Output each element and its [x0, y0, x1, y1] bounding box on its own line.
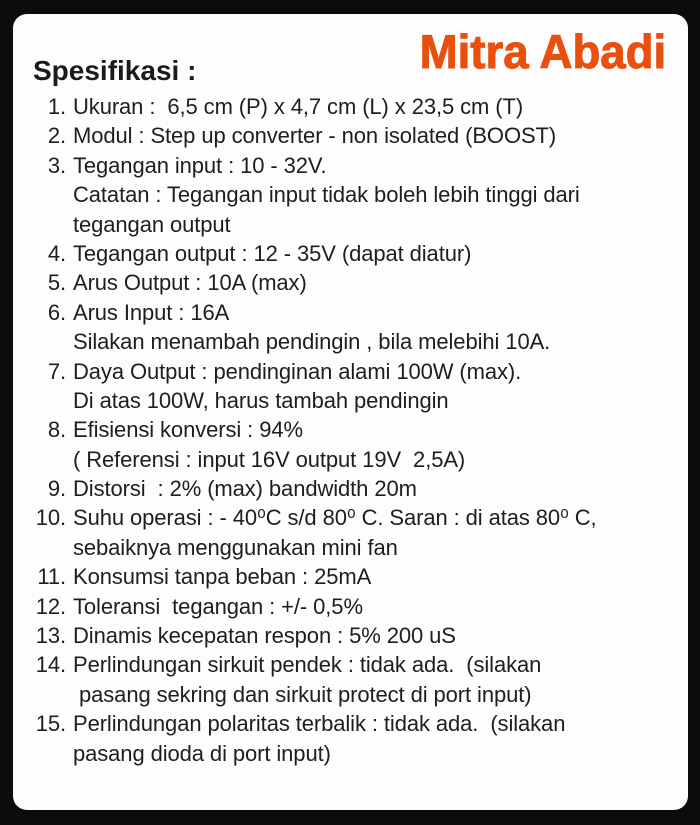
spec-line-text: ( Referensi : input 16V output 19V 2,5A) [73, 446, 466, 472]
spec-line-number: 9. [47, 476, 66, 502]
spec-line-text: Efisiensi konversi : 94% [73, 417, 303, 443]
spec-line-number: 12. [35, 593, 66, 619]
spec-line-number [13, 680, 66, 709]
spec-line [13, 327, 688, 356]
spec-line-text: Arus Input : 16A [73, 299, 230, 325]
spec-line-text: Perlindungan sirkuit pendek : tidak ada. (silakan [73, 652, 542, 678]
spec-line-number: 14. [35, 652, 66, 678]
spec-line-text: Catatan : Tegangan input tidak boleh lebih tinggi dari [73, 182, 580, 208]
spec-line [13, 151, 688, 180]
spec-line [13, 92, 688, 121]
spec-line [13, 357, 688, 386]
spec-line-text: Tegangan input : 10 - 32V. [73, 152, 327, 178]
spec-line-number [13, 327, 66, 356]
spec-line [13, 121, 688, 150]
spec-line-text: Tegangan output : 12 - 35V (dapat diatur) [73, 240, 472, 266]
spec-card [13, 14, 688, 810]
spec-line-text: Modul : Step up converter - non isolated (BOOST) [73, 123, 557, 149]
spec-line-text: sebaiknya menggunakan mini fan [73, 534, 398, 560]
spec-line-number: 3. [47, 152, 66, 178]
spec-line [13, 474, 688, 503]
spec-line-text: Arus Output : 10A (max) [73, 270, 307, 296]
spec-line [13, 268, 688, 297]
spec-line-number: 13. [35, 623, 66, 649]
spec-line [13, 386, 688, 415]
spec-line [13, 210, 688, 239]
spec-line-text: Di atas 100W, harus tambah pendingin [73, 387, 449, 413]
spec-line-number [13, 210, 66, 239]
spec-line-text: tegangan output [73, 211, 231, 237]
spec-line [13, 650, 688, 679]
spec-line-text: Distorsi : 2% (max) bandwidth 20m [73, 476, 417, 502]
spec-line [13, 739, 688, 768]
spec-line [13, 621, 688, 650]
spec-line-number: 2. [47, 123, 66, 149]
spec-line [13, 239, 688, 268]
spec-line-number: 11. [37, 564, 66, 590]
spec-line-number: 6. [47, 299, 66, 325]
spec-line-number: 10. [35, 505, 66, 531]
spec-line-number: 1. [47, 94, 66, 119]
spec-line [13, 298, 688, 327]
spec-line [13, 415, 688, 444]
spec-line [13, 592, 688, 621]
spec-line [13, 445, 688, 474]
page-title: Spesifikasi : [33, 55, 197, 86]
spec-line-text: Perlindungan polaritas terbalik : tidak ada. (silakan [73, 711, 566, 737]
spec-line-number [13, 180, 66, 209]
spec-line-text: Konsumsi tanpa beban : 25mA [73, 564, 372, 590]
spec-line-number: 4. [47, 240, 66, 266]
brand-logo: Mitra Abadi [419, 25, 666, 78]
spec-line-number [13, 386, 66, 415]
spec-line-text: Suhu operasi : - 40⁰C s/d 80⁰ C. Saran : di atas 80⁰ C, [73, 505, 597, 531]
spec-list [13, 92, 688, 768]
spec-line [13, 180, 688, 209]
spec-line-text: Silakan menambah pendingin , bila melebihi 10A. [73, 329, 551, 355]
spec-line [13, 533, 688, 562]
spec-line-number: 15. [35, 711, 66, 737]
spec-line [13, 680, 688, 709]
spec-line-text: Ukuran : 6,5 cm (P) x 4,7 cm (L) x 23,5 cm (T) [73, 94, 524, 119]
spec-line-number [13, 445, 66, 474]
spec-line-text: pasang dioda di port input) [73, 740, 331, 766]
spec-line-number: 5. [47, 270, 66, 296]
spec-line-text: Toleransi tegangan : +/- 0,5% [73, 593, 363, 619]
spec-line-text: Dinamis kecepatan respon : 5% 200 uS [73, 623, 456, 649]
spec-line-text: Daya Output : pendinginan alami 100W (max). [73, 358, 522, 384]
spec-line [13, 562, 688, 591]
spec-line-text: pasang sekring dan sirkuit protect di port input) [73, 681, 532, 707]
spec-line-number [13, 739, 66, 768]
spec-line-number: 7. [47, 358, 66, 384]
spec-line-number: 8. [47, 417, 66, 443]
spec-line [13, 503, 688, 532]
spec-line [13, 709, 688, 738]
spec-line-number [13, 533, 66, 562]
